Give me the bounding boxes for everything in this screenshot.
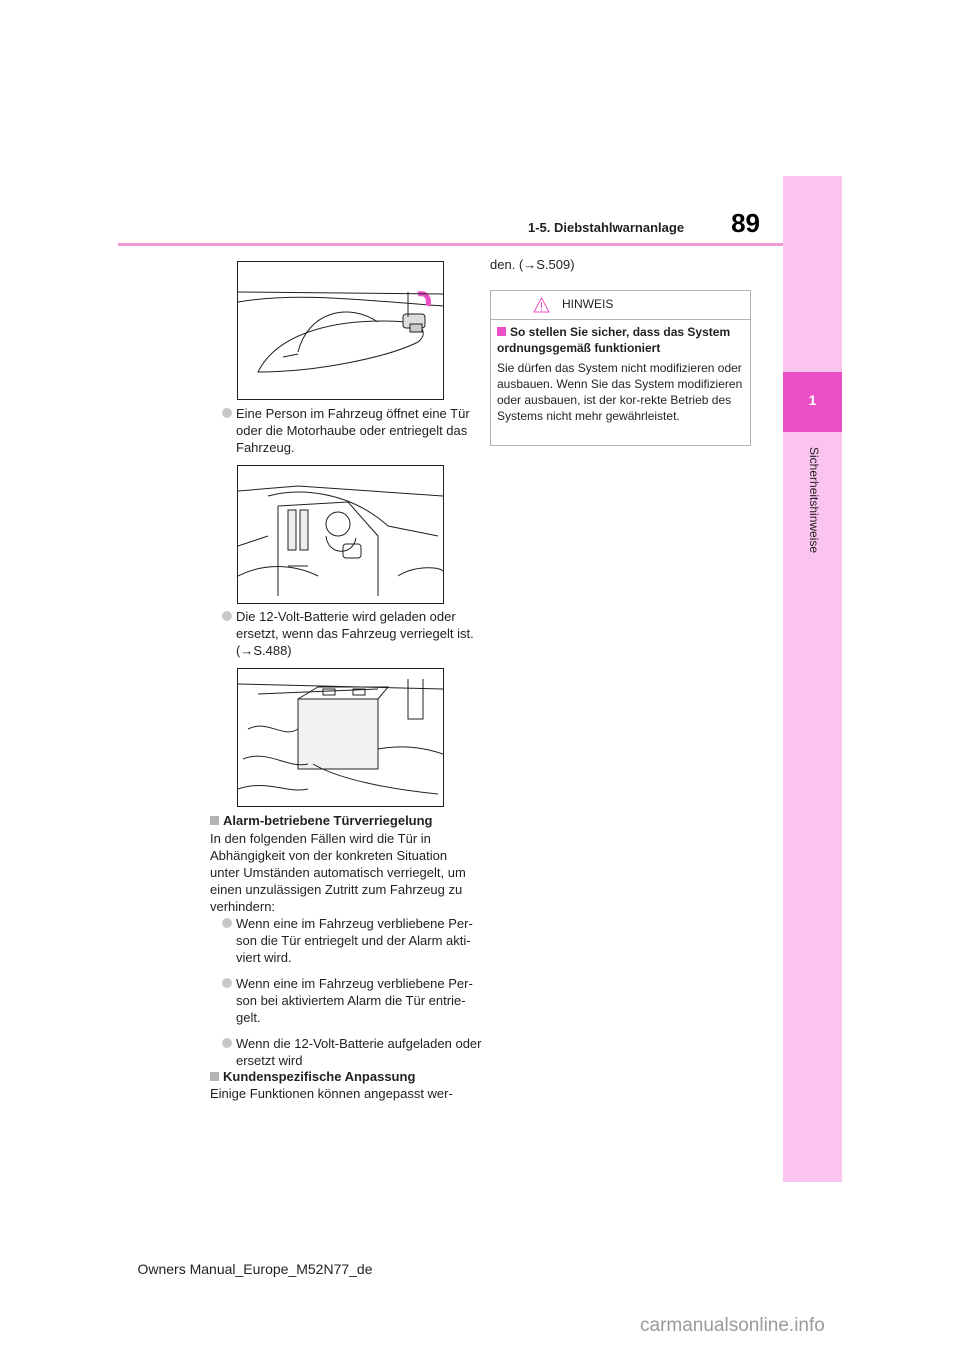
subheading xyxy=(210,812,480,829)
bullet-icon xyxy=(222,918,232,928)
list-item xyxy=(222,1035,486,1069)
subheading-text: Alarm-betriebene Türverriegelung xyxy=(223,813,433,828)
bullet-icon xyxy=(222,978,232,988)
door-handle-illustration xyxy=(237,261,444,400)
list-item xyxy=(222,608,486,659)
chapter-label: Sicherheitshinweise xyxy=(807,447,821,554)
notice-subheading xyxy=(497,324,747,356)
watermark: carmanualsonline.info xyxy=(640,1315,825,1336)
notice-subheading-text: So stellen Sie sicher, dass das System ordnungsgemäß funktioniert xyxy=(497,325,731,355)
list-item xyxy=(222,915,486,966)
list-item xyxy=(222,405,486,456)
chapter-number: 1 xyxy=(808,392,817,408)
square-bullet-icon xyxy=(210,1072,219,1081)
square-bullet-icon xyxy=(210,816,219,825)
page-number: 89 xyxy=(731,208,760,238)
person-in-car-illustration xyxy=(237,465,444,604)
notice-body: Sie dürfen das System nicht modifizieren oder ausbauen. Wenn Sie das System modifizieren oder ausbauen, ist der kor-rekte Betrieb des Systems nicht mehr gewährleistet. xyxy=(497,361,743,423)
bullet-icon xyxy=(222,611,232,621)
bullet-text: Die 12-Volt-Batterie wird geladen oder ersetzt, wenn das Fahrzeug verriegelt ist. (→S.488) xyxy=(236,609,474,658)
list-item xyxy=(222,975,486,1026)
bullet-icon xyxy=(222,408,232,418)
subheading-text: Kundenspezifische Anpassung xyxy=(223,1069,416,1084)
bullet-text: Wenn eine im Fahrzeug verbliebene Per-son die Tür entriegelt und der Alarm akti-viert wird. xyxy=(236,916,473,965)
header-rule xyxy=(118,243,783,246)
bullet-text: Eine Person im Fahrzeug öffnet eine Tür oder die Motorhaube oder entriegelt das Fahrzeug. xyxy=(236,406,470,455)
subheading xyxy=(210,1068,480,1085)
warning-icon xyxy=(533,297,550,313)
bullet-text: Wenn die 12-Volt-Batterie aufgeladen oder ersetzt wird xyxy=(236,1036,482,1068)
bullet-text: Wenn eine im Fahrzeug verbliebene Per-son bei aktiviertem Alarm die Tür entrie-gelt. xyxy=(236,976,473,1025)
paragraph: Einige Funktionen können angepasst wer- xyxy=(210,1086,453,1101)
notice-title: HINWEIS xyxy=(562,297,614,311)
section-title: 1-5. Diebstahlwarnanlage xyxy=(528,220,685,235)
square-bullet-icon xyxy=(497,327,506,336)
paragraph: In den folgenden Fällen wird die Tür in Abhängigkeit von der konkreten Situation unter Umständen automatisch verriegelt, um einen unzulässigen Zutritt zum Fahrzeug zu verhindern: xyxy=(210,831,466,914)
notice-header xyxy=(491,291,750,320)
paragraph-continuation: den. (→S.509) xyxy=(490,257,575,272)
chapter-side-tab xyxy=(783,176,842,1182)
footer-doc-id: Owners Manual_Europe_M52N77_de xyxy=(137,1261,373,1277)
bullet-icon xyxy=(222,1038,232,1048)
battery-replacement-illustration xyxy=(237,668,444,807)
notice-box xyxy=(490,290,751,446)
